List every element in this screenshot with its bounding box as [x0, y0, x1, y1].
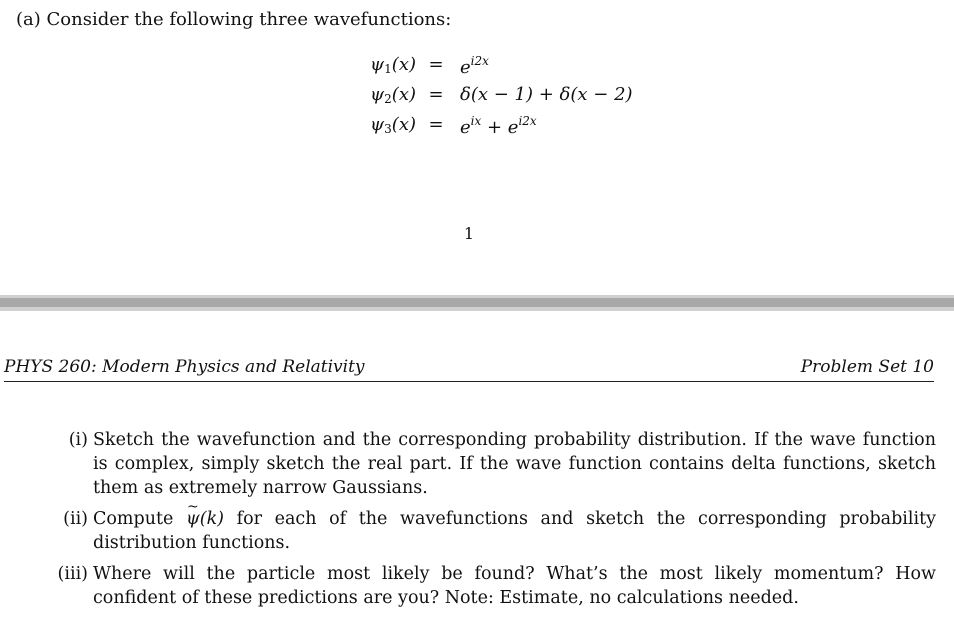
equation-lhs: $\psi_2(x)$: [370, 84, 416, 106]
running-header: [4, 357, 934, 382]
equation-lhs: $\psi_3(x)$: [370, 114, 416, 136]
part-text: Where will the particle most likely be found? What’s the most likely momentum? How confident of these predictions are you? Note: Estimate, no calculations needed.: [93, 564, 936, 608]
part-label: (ii): [63, 509, 88, 529]
part-iii: [50, 562, 936, 610]
part-i: [50, 428, 936, 500]
part-text: Sketch the wavefunction and the corresponding probability distribution. If the wave function is complex, simply sketch the real part. If the wave function contains delta functions, sketch them as extremely narrow Gaussians.: [93, 430, 936, 498]
equals-sign: =: [428, 54, 444, 75]
equals-sign: =: [428, 84, 444, 105]
part-text: Compute ~ ψ(k) for each of the wavefunctions and sketch the corresponding probability distribution functions.: [93, 507, 936, 555]
equation-rhs: $e^{i2x}$: [460, 54, 489, 78]
equation-rhs: δ(x − 1) + δ(x − 2): [460, 84, 633, 105]
page-number: 1: [463, 224, 475, 243]
psi-tilde-symbol: ~ ψ: [186, 507, 200, 531]
part-label: (i): [68, 430, 88, 450]
course-title: PHYS 260: Modern Physics and Relativity: [4, 357, 365, 377]
equals-sign: =: [428, 114, 444, 135]
equation-lhs: $\psi_1(x)$: [370, 54, 416, 76]
equation-rhs: $e^{ix} + e^{i2x}$: [460, 114, 537, 138]
page-divider-band: [0, 298, 954, 307]
problem-set-label: Problem Set 10: [800, 357, 934, 377]
question-intro: (a) Consider the following three wavefunctions:: [16, 9, 452, 30]
page-divider: [0, 295, 954, 311]
part-ii: [50, 507, 936, 555]
part-label: (iii): [57, 564, 88, 584]
question-parts: [50, 428, 936, 617]
